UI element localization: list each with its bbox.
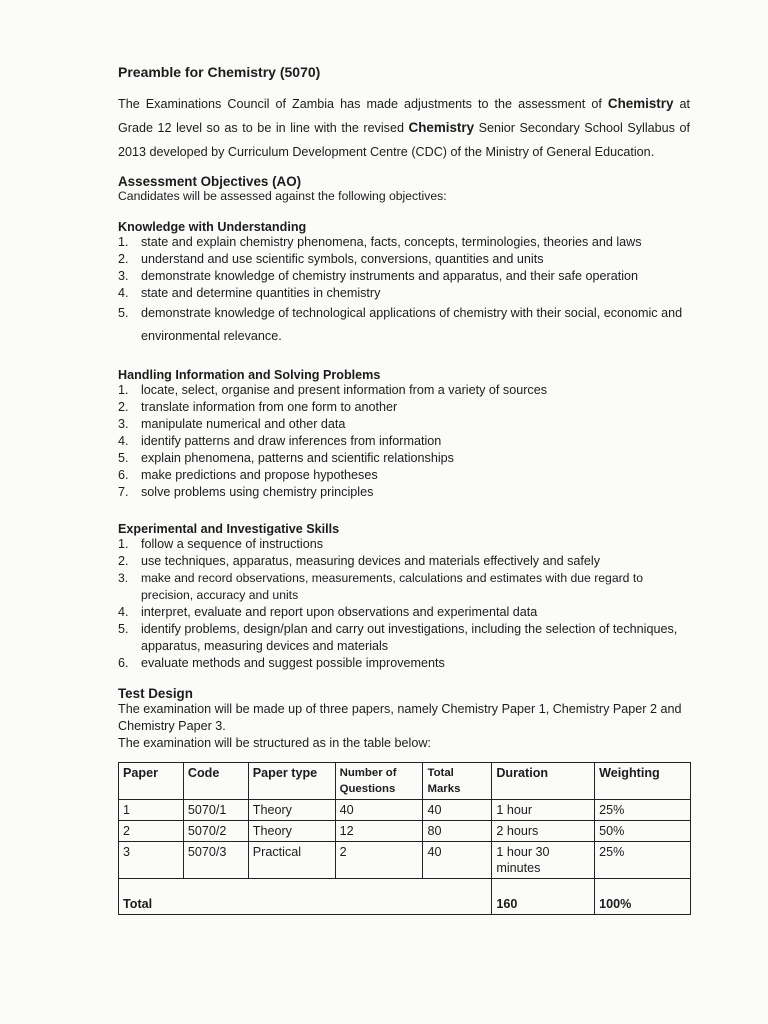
list-item: 1. locate, select, organise and present information from a variety of sources xyxy=(118,383,548,397)
column-header: Paper xyxy=(119,763,184,800)
list-item: 1. state and explain chemistry phenomena, facts, concepts, terminologies, theories and laws xyxy=(118,235,642,249)
list-item: 5. identify problems, design/plan and carry out investigations, including the selection of techniques, apparatus, measuring devices and materials xyxy=(118,622,678,653)
list-item: 7. solve problems using chemistry principles xyxy=(118,485,374,499)
table-row: 3 5070/3 Practical 2 40 1 hour 30 minutes 25% xyxy=(119,842,691,879)
list-item: 2. understand and use scientific symbols, conversions, quantities and units xyxy=(118,252,544,266)
list-item: 6. make predictions and propose hypotheses xyxy=(118,468,378,482)
list-item: 5. explain phenomena, patterns and scientific relationships xyxy=(118,451,454,465)
column-header: Weighting xyxy=(595,763,691,800)
intro-paragraph: The Examinations Council of Zambia has made adjustments to the assessment of Chemistry at Grade 12 level so as to be in line with the revised Chemistry Senior Secondary School Syllabus of 2013 developed by Curriculum Development Centre (CDC) of the Ministry of General Education. xyxy=(118,96,691,159)
list-item: 4. interpret, evaluate and report upon observations and experimental data xyxy=(118,605,538,619)
list-item: 4. identify patterns and draw inferences from information xyxy=(118,434,442,448)
total-label: Total xyxy=(119,879,492,915)
list-item: 1. follow a sequence of instructions xyxy=(118,537,324,551)
document-page xyxy=(118,64,690,915)
list-item: 6. evaluate methods and suggest possible improvements xyxy=(118,656,445,670)
list-item: 2. translate information from one form to another xyxy=(118,400,398,414)
column-header: Paper type xyxy=(248,763,335,800)
table-header-row xyxy=(119,763,691,800)
list-item: 3. demonstrate knowledge of chemistry instruments and apparatus, and their safe operation xyxy=(118,269,639,283)
handling-information-list xyxy=(118,382,690,501)
test-design-heading: Test Design xyxy=(118,686,193,701)
list-item: 3. make and record observations, measurements, calculations and estimates with due regard to precision, accuracy and units xyxy=(118,571,643,602)
total-weighting: 100% xyxy=(595,879,691,915)
column-header: Code xyxy=(183,763,248,800)
assessment-objectives-subtitle: Candidates will be assessed against the following objectives: xyxy=(118,189,447,203)
page-title: Preamble for Chemistry (5070) xyxy=(118,64,321,80)
test-design-paragraph: The examination will be made up of three papers, namely Chemistry Paper 1, Chemistry Paper 2 and Chemistry Paper 3. xyxy=(118,702,682,733)
list-item: 3. manipulate numerical and other data xyxy=(118,417,346,431)
table-row: 2 5070/2 Theory 12 80 2 hours 50% xyxy=(119,821,691,842)
experimental-skills-list xyxy=(118,536,690,672)
section-heading-handling-information: Handling Information and Solving Problems xyxy=(118,368,381,382)
knowledge-list xyxy=(118,234,690,348)
list-item: 4. state and determine quantities in chemistry xyxy=(118,286,381,300)
column-header: Total Marks xyxy=(423,763,492,800)
table-row: 1 5070/1 Theory 40 40 1 hour 25% xyxy=(119,800,691,821)
list-item: 2. use techniques, apparatus, measuring devices and materials effectively and safely xyxy=(118,554,601,568)
test-design-table-intro: The examination will be structured as in the table below: xyxy=(118,736,431,750)
section-heading-experimental-skills: Experimental and Investigative Skills xyxy=(118,522,340,536)
section-heading-knowledge: Knowledge with Understanding xyxy=(118,220,307,234)
list-item: 5. demonstrate knowledge of technological applications of chemistry with their social, economic and environmental relevance. xyxy=(118,306,683,343)
assessment-objectives-heading: Assessment Objectives (AO) xyxy=(118,174,302,189)
table-total-row xyxy=(119,879,691,915)
exam-structure-table xyxy=(118,762,691,915)
column-header: Number of Questions xyxy=(335,763,423,800)
column-header: Duration xyxy=(492,763,595,800)
total-marks: 160 xyxy=(492,879,595,915)
